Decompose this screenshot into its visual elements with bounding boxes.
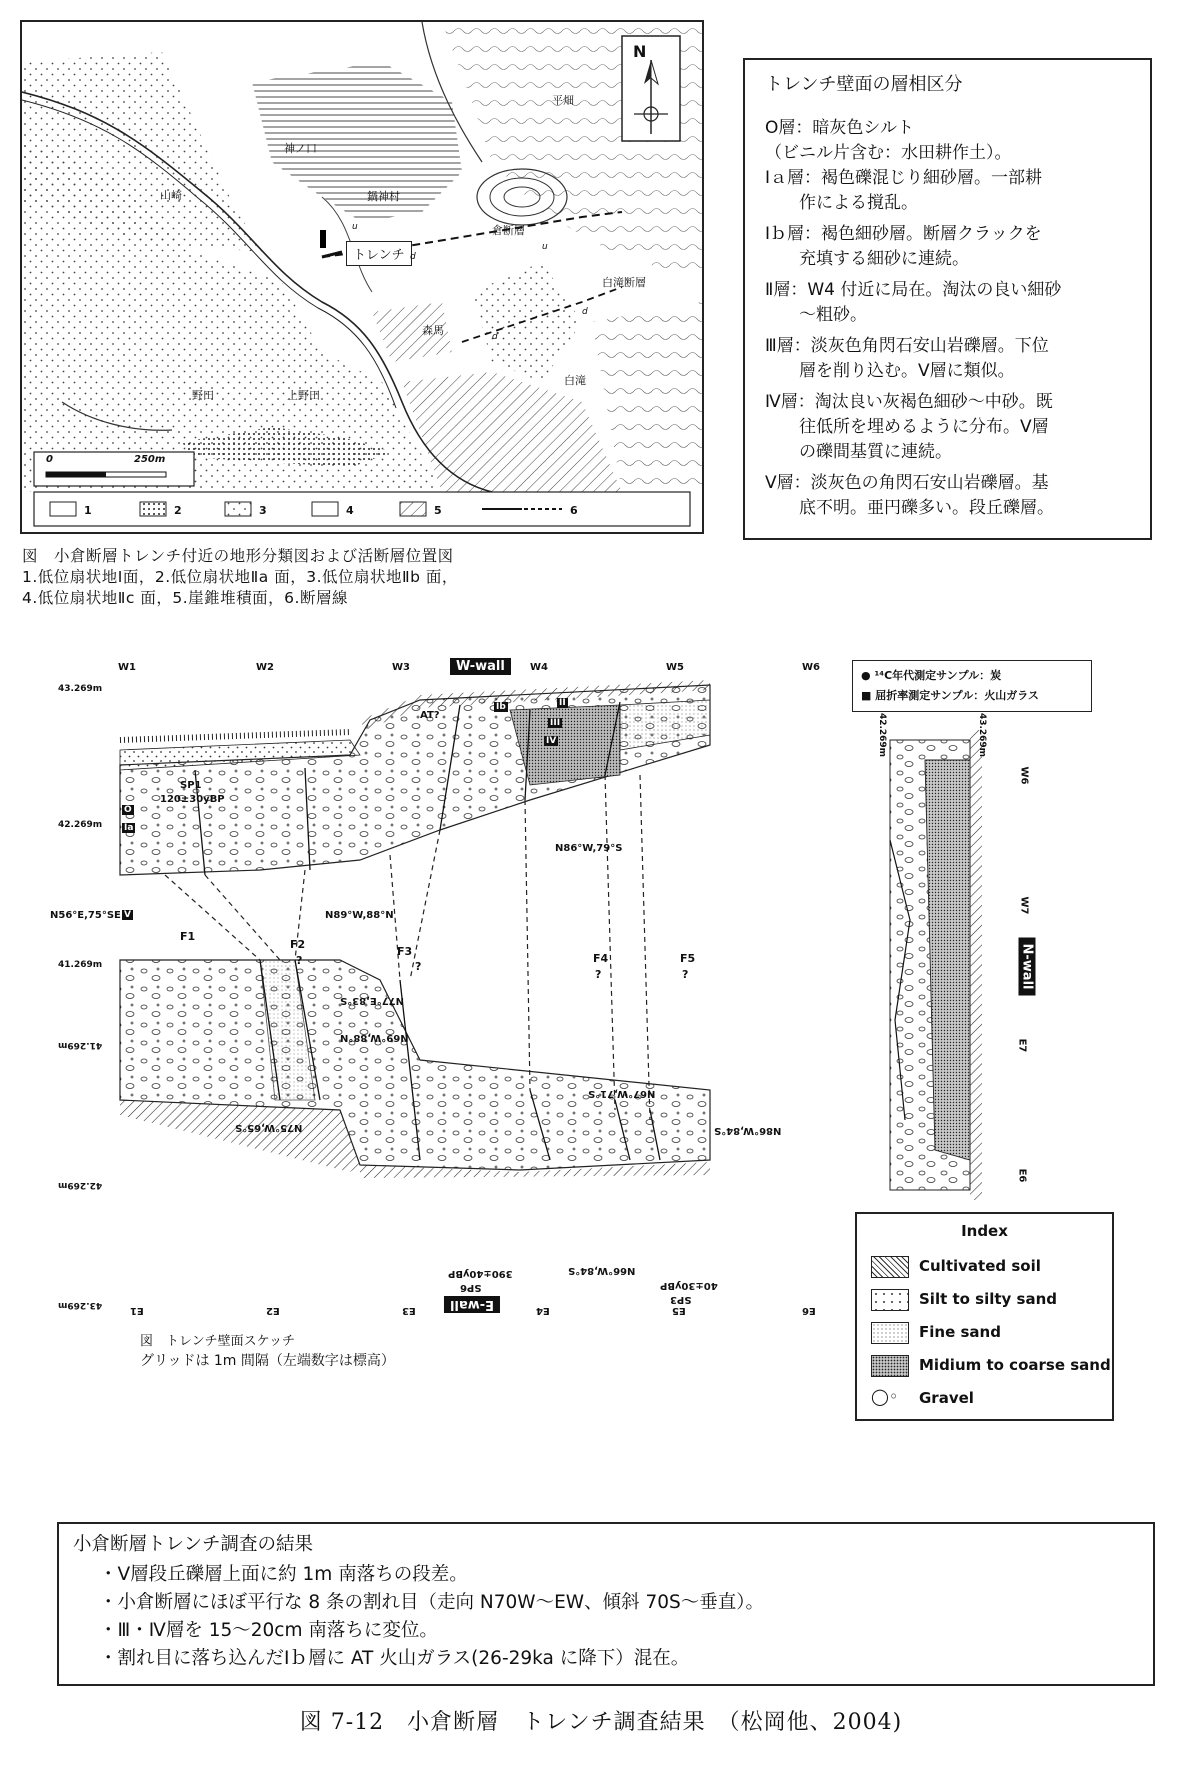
fault-q: ?: [296, 954, 303, 967]
elev-label: 42.269m: [58, 1180, 103, 1190]
facies-item: Ⅰａ層：褐色礫混じり細砂層。一部耕: [765, 168, 1043, 188]
swatch-silt: [871, 1289, 909, 1311]
facies-item: 層を削り込む。Ⅴ層に類似。: [765, 361, 1015, 381]
facies-item: Ⅰｂ層：褐色細砂層。断層クラックを: [765, 224, 1042, 244]
elev-label: 43.269m: [58, 1300, 103, 1310]
fault-mark: u: [542, 242, 548, 252]
sp1-age: 120±30yBP: [160, 794, 225, 805]
north-arrow: [622, 36, 680, 141]
facies-item: の礫間基質に連続。: [765, 442, 952, 462]
map-label-morima: 森馬: [422, 324, 444, 337]
fault-label-f2: F2: [290, 938, 306, 951]
facies-item: O層：暗灰色シルト: [765, 118, 914, 138]
layer-tag-ia: Ia: [124, 823, 134, 833]
at-label: AT?: [420, 710, 440, 721]
orient-label: N89°W,88°N: [325, 910, 394, 921]
index-item: Cultivated soil: [919, 1257, 1041, 1275]
grid-label-e4: E4: [536, 1305, 550, 1316]
map-label-hirahata: 平畑: [552, 94, 574, 107]
orient-label: N66°W,84°S: [568, 1265, 636, 1276]
orient-label: N69°W,88°N: [340, 1032, 409, 1043]
n-wall-sketch: [850, 660, 1090, 1200]
results-bullet: ・Ⅴ層段丘礫層上面に約 1m 南落ちの段差。: [99, 1564, 468, 1585]
fault-label-f3: F3: [397, 945, 413, 958]
grid-label-w2: W2: [256, 662, 274, 673]
layer-tag-o: O: [124, 805, 132, 815]
n-wall-tag: N-wall: [1018, 938, 1035, 996]
results-box: [57, 1522, 1155, 1686]
fault-q: ?: [682, 968, 689, 981]
n-grid-w6: W6: [1018, 766, 1030, 785]
trench-label: トレンチ: [346, 241, 412, 266]
swatch-cultivated: [871, 1256, 909, 1278]
fault-mark: d: [582, 307, 588, 317]
facies-item: 充填する細砂に連続。: [765, 249, 969, 269]
facies-item: Ⅲ層：淡灰色角閃石安山岩礫層。下位: [765, 336, 1049, 356]
figure-title: 図 7-12 小倉断層 トレンチ調査結果 （松岡他、2004): [299, 1710, 903, 1735]
index-item: Fine sand: [919, 1323, 1001, 1341]
facies-item: 往低所を埋めるように分布。Ⅴ層: [765, 417, 1049, 437]
grid-label-e2: E2: [266, 1305, 280, 1316]
map-label-yamazaki: 山崎: [160, 189, 182, 202]
fault-mark: d: [492, 332, 498, 342]
grid-label-w1: W1: [118, 662, 136, 673]
map-caption-line: 1.低位扇状地Ⅰ面，2.低位扇状地Ⅱa 面，3.低位扇状地Ⅱb 面，: [22, 568, 458, 586]
grid-label-e1: E1: [130, 1305, 144, 1316]
facies-item: （ビニル片含む：水田耕作土）。: [765, 143, 1012, 163]
grid-label-e6: E6: [802, 1305, 816, 1316]
sketch-drawing: [60, 660, 830, 1320]
legend-num-2: 2: [174, 504, 182, 517]
facies-item: 作による撹乱。: [765, 193, 918, 213]
layer-tag-ib: Ib: [496, 702, 506, 712]
fault-q: ?: [595, 968, 602, 981]
map-drawing: [22, 22, 702, 532]
legend-num-3: 3: [259, 504, 267, 517]
results-bullet: ・割れ目に落ち込んだⅠｂ層に AT 火山ガラス(26-29ka に降下）混在。: [99, 1648, 690, 1669]
legend-num-6: 6: [570, 504, 578, 517]
e-wall-tag: E-wall: [444, 1296, 500, 1313]
facies-title: トレンチ壁面の層相区分: [765, 74, 963, 95]
sp3-age: 40±30yBP: [660, 1280, 718, 1291]
orient-label: N75°W,65°S: [235, 1122, 303, 1133]
gravel-icon: ◯◦: [871, 1387, 899, 1406]
orient-label: N56°E,75°SE: [50, 910, 121, 921]
sketch-caption-2: グリッドは 1m 間隔（左端数字は標高）: [140, 1353, 395, 1369]
facies-item: Ⅳ層：淘汰良い灰褐色細砂～中砂。既: [765, 392, 1053, 412]
fault-mark: u: [352, 222, 358, 232]
sketch-index-legend: [855, 1212, 1114, 1421]
sp6-age: 390±40yBP: [448, 1268, 513, 1279]
swatch-coarse-sand: [871, 1355, 909, 1377]
fault-mark: d: [410, 252, 416, 262]
trench-wall-sketch: [50, 659, 830, 1349]
elev-label: 43.269m: [58, 684, 103, 694]
facies-item: ～粗砂。: [765, 305, 867, 325]
grid-label-e5: E5: [672, 1305, 686, 1316]
n-grid-w7: W7: [1018, 896, 1030, 915]
facies-item: Ⅱ層：W4 付近に局在。淘汰の良い細砂: [765, 280, 1062, 300]
legend-num-5: 5: [434, 504, 442, 517]
facies-legend-box: [743, 58, 1152, 540]
grid-label-w4: W4: [530, 662, 548, 673]
sp3-label: SP3: [670, 1294, 692, 1305]
map-label-shirataki: 白滝: [564, 374, 586, 387]
map-label-kaminoda: 上野田: [287, 389, 320, 402]
map-label-nabekami: 鍋神村: [367, 190, 400, 203]
north-label: N: [633, 42, 647, 61]
layer-tag-iv: IV: [546, 736, 557, 746]
orient-label: N86°W,84°S: [714, 1125, 782, 1136]
sample-c14: ¹⁴C年代測定サンプル：炭: [874, 669, 1002, 682]
map-label-fault: 倉断層: [492, 224, 525, 237]
sample-legend: ● ¹⁴C年代測定サンプル：炭 ■ 屈折率測定サンプル：火山ガラス: [852, 660, 1092, 712]
n-grid-e6: E6: [1016, 1168, 1028, 1183]
sketch-caption-1: 図 トレンチ壁面スケッチ: [140, 1334, 296, 1349]
layer-tag-ii: II: [559, 698, 566, 708]
elev-label: 41.269m: [58, 1040, 103, 1050]
scale-zero: 0: [46, 454, 53, 465]
map-caption: [22, 546, 458, 609]
orient-label: N67°W,71°S: [588, 1088, 656, 1099]
map-label-kaminokuchi: 神ノ口: [284, 142, 317, 155]
n-elev-label: 42.269m: [877, 712, 888, 758]
index-title: Index: [961, 1222, 1008, 1240]
map-caption-line: 図 小倉断層トレンチ付近の地形分類図および活断層位置図: [22, 547, 454, 565]
grid-label-w6: W6: [802, 662, 820, 673]
n-wall-drawing: [850, 720, 1090, 1200]
grid-label-w5: W5: [666, 662, 684, 673]
scale-label: 250m: [134, 454, 166, 465]
layer-tag-v: V: [124, 910, 131, 920]
map-label-noda: 野田: [192, 389, 214, 402]
n-grid-e7: E7: [1016, 1038, 1028, 1053]
results-bullet: ・Ⅲ・Ⅳ層を 15～20cm 南落ちに変位。: [99, 1620, 438, 1641]
results-bullet: ・小倉断層にほぼ平行な 8 条の割れ目（走向 N70W～EW、傾斜 70S～垂直）。: [99, 1592, 764, 1613]
sp1-label: SP1: [180, 780, 202, 791]
elev-label: 41.269m: [58, 960, 103, 970]
grid-label-e3: E3: [402, 1305, 416, 1316]
legend-num-4: 4: [346, 504, 354, 517]
elev-label: 42.269m: [58, 820, 103, 830]
layer-tag-iii: III: [550, 718, 561, 728]
facies-item: 底不明。亜円礫多い。段丘礫層。: [765, 498, 1054, 518]
grid-label-w3: W3: [392, 662, 410, 673]
orient-label: N86°W,79°S: [555, 843, 623, 854]
geomorphology-map: [20, 20, 704, 534]
results-heading: 小倉断層トレンチ調査の結果: [73, 1534, 314, 1555]
sample-glass: 屈折率測定サンプル：火山ガラス: [875, 689, 1039, 702]
swatch-fine-sand: [871, 1322, 909, 1344]
map-label-shirataki-fault: 白滝断層: [602, 276, 646, 289]
legend-num-1: 1: [84, 504, 92, 517]
sp6-label: SP6: [460, 1282, 482, 1293]
n-elev-label: 43.269m: [977, 712, 988, 758]
orient-label: N77°E,83°S: [340, 995, 405, 1006]
w-wall-tag: W-wall: [450, 658, 511, 675]
fault-label-f5: F5: [680, 952, 696, 965]
map-caption-line: 4.低位扇状地Ⅱc 面，5.崖錐堆積面，6.断層線: [22, 589, 348, 607]
index-item: Gravel: [919, 1389, 974, 1407]
index-item: Silt to silty sand: [919, 1290, 1058, 1308]
fault-label-f4: F4: [593, 952, 609, 965]
fault-label-f1: F1: [180, 930, 196, 943]
fault-q: ?: [415, 960, 422, 973]
facies-item: Ⅴ層：淡灰色の角閃石安山岩礫層。基: [765, 473, 1049, 493]
index-item: Midium to coarse sand: [919, 1356, 1111, 1374]
